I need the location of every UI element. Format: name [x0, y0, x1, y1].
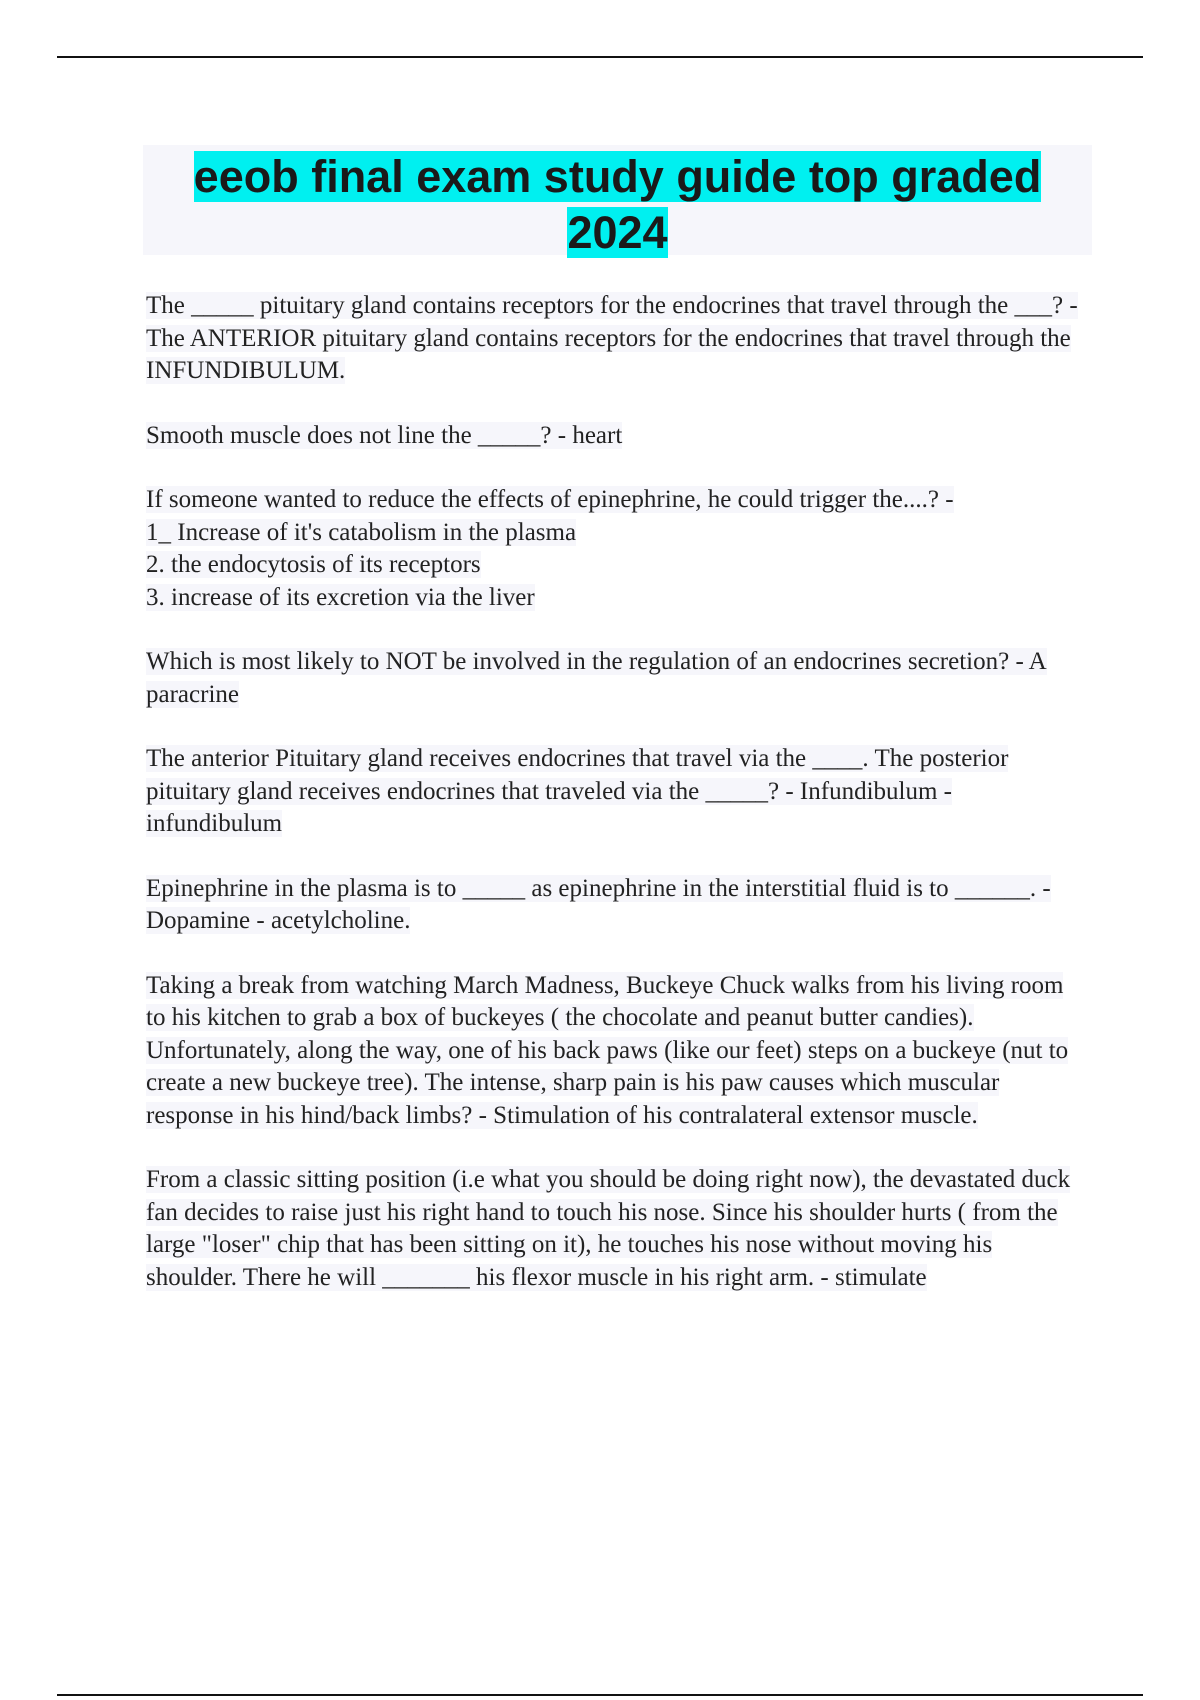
top-rule: [57, 56, 1143, 58]
qa-entry: [146, 646, 1086, 711]
qa-text: Smooth muscle does not line the _____? - heart: [146, 421, 623, 449]
qa-entry: [146, 873, 1086, 938]
qa-text: The _____ pituitary gland contains receptors for the endocrines that travel through the ___? - The ANTERIOR pituitary gland contains receptors for the endocrines that travel through the INFUNDIBULUM.: [146, 292, 1078, 384]
qa-entry: [146, 420, 1086, 453]
qa-entry: [146, 1164, 1086, 1294]
qa-text: The anterior Pituitary gland receives endocrines that travel via the ____. The posterior pituitary gland receives endocrines that traveled via the _____? - Infundibulum - infundibulum: [146, 745, 1009, 837]
title-block: [143, 145, 1092, 258]
qa-text: Which is most likely to NOT be involved in the regulation of an endocrines secretion? - A paracrine: [146, 648, 1047, 708]
qa-entry: [146, 970, 1086, 1133]
qa-text: From a classic sitting position (i.e what you should be doing right now), the devastated duck fan decides to raise just his right hand to touch his nose. Since his shoulder hurts ( from the large "loser" chip that has been sitting on it), he touches his nose without moving his shoulder. There he will _______ his flexor muscle in his right arm. - stimulate: [146, 1166, 1071, 1291]
qa-entry: [146, 290, 1086, 388]
study-guide-content: [146, 290, 1086, 1326]
page-title: [143, 145, 1092, 261]
qa-entry: [146, 743, 1086, 841]
qa-text: Taking a break from watching March Madness, Buckeye Chuck walks from his living room to his kitchen to grab a box of buckeyes ( the chocolate and peanut butter candies). Unfortunately, along the way, one of his back paws (like our feet) steps on a buckeye (nut to create a new buckeye tree). The intense, sharp pain is his paw causes which muscular response in his hind/back limbs? - Stimulation of his contralateral extensor muscle.: [146, 971, 1069, 1129]
qa-text: If someone wanted to reduce the effects of epinephrine, he could trigger the....? - 1_ Increase of it's catabolism in the plasma 2. the endocytosis of its receptors 3. increase of its excretion via the liver: [146, 486, 954, 611]
title-text: eeob final exam study guide top graded 2024: [193, 151, 1042, 258]
qa-entry: [146, 484, 1086, 614]
qa-text: Epinephrine in the plasma is to _____ as epinephrine in the interstitial fluid is to ______. - Dopamine - acetylcholine.: [146, 874, 1051, 934]
bottom-rule: [57, 1694, 1143, 1696]
